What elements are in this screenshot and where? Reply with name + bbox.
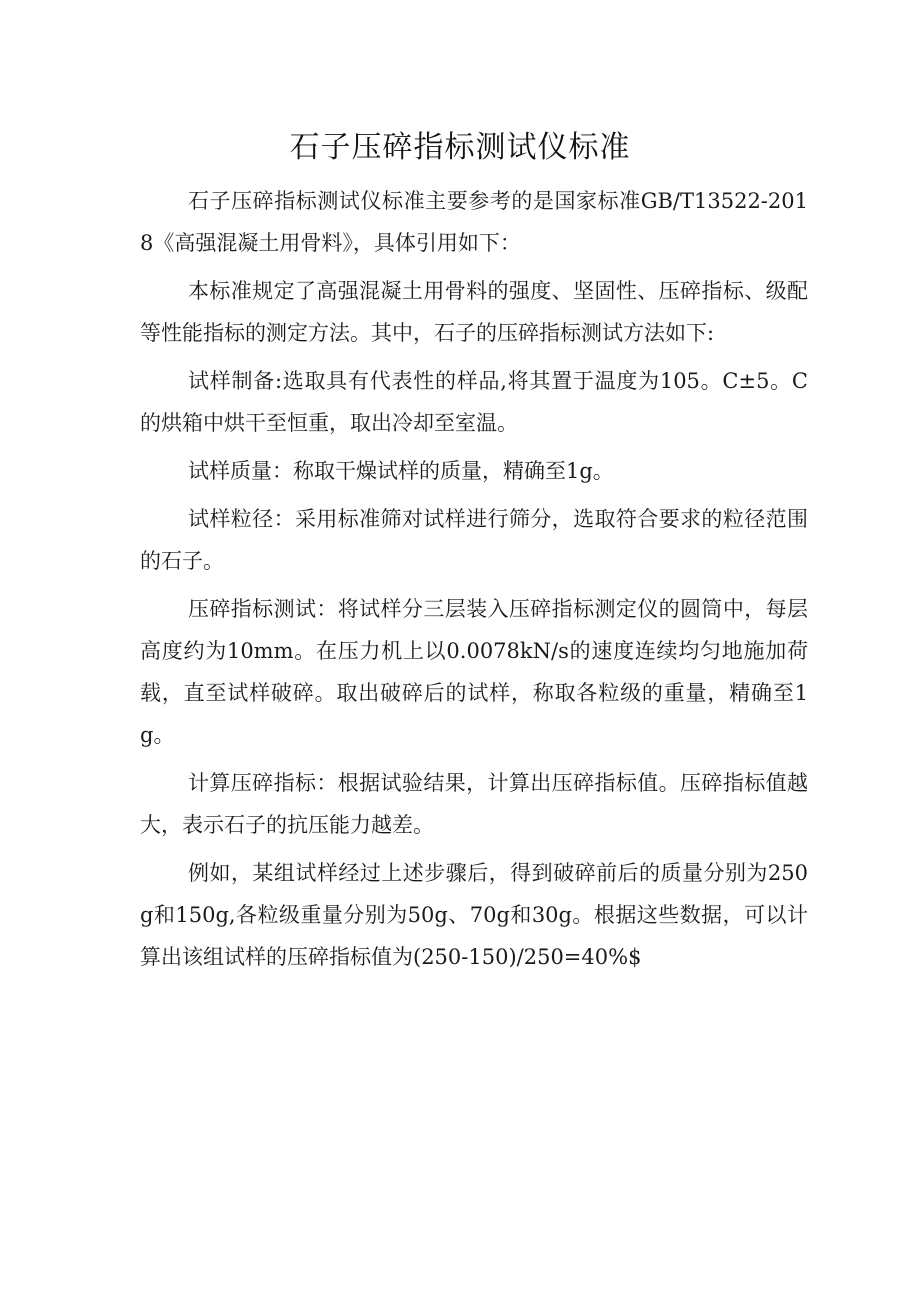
paragraph-sample-size: 试样粒径：采用标准筛对试样进行筛分，选取符合要求的粒径范围的石子。 xyxy=(140,507,808,573)
paragraph-example: 例如，某组试样经过上述步骤后，得到破碎前后的质量分别为250g和150g,各粒级重量分别为50g、70g和30g。根据这些数据，可以计算出该组试样的压碎指标值为(250-150)/250=40%$ xyxy=(140,861,808,969)
document-title: 石子压碎指标测试仪标准 xyxy=(289,130,631,165)
paragraph-scope: 本标准规定了高强混凝土用骨料的强度、坚固性、压碎指标、级配等性能指标的测定方法。其中，石子的压碎指标测试方法如下: xyxy=(140,279,808,345)
paragraph-sample-preparation: 试样制备:选取具有代表性的样品,将其置于温度为105。C±5。C的烘箱中烘干至恒重，取出冷却至室温。 xyxy=(140,369,808,435)
paragraph-sample-mass: 试样质量：称取干燥试样的质量，精确至1g。 xyxy=(188,459,614,483)
paragraph-crushing-test: 压碎指标测试：将试样分三层装入压碎指标测定仪的圆筒中，每层高度约为10mm。在压力机上以0.0078kN/s的速度连续均匀地施加荷载，直至试样破碎。取出破碎后的试样，称取各粒级的重量，精确至1g。 xyxy=(140,597,808,747)
document-body xyxy=(140,180,808,984)
paragraph-intro: 石子压碎指标测试仪标准主要参考的是国家标准GB/T13522-2018《高强混凝土用骨料》，具体引用如下： xyxy=(140,189,808,255)
paragraph-calculation: 计算压碎指标：根据试验结果，计算出压碎指标值。压碎指标值越大，表示石子的抗压能力越差。 xyxy=(140,771,808,837)
